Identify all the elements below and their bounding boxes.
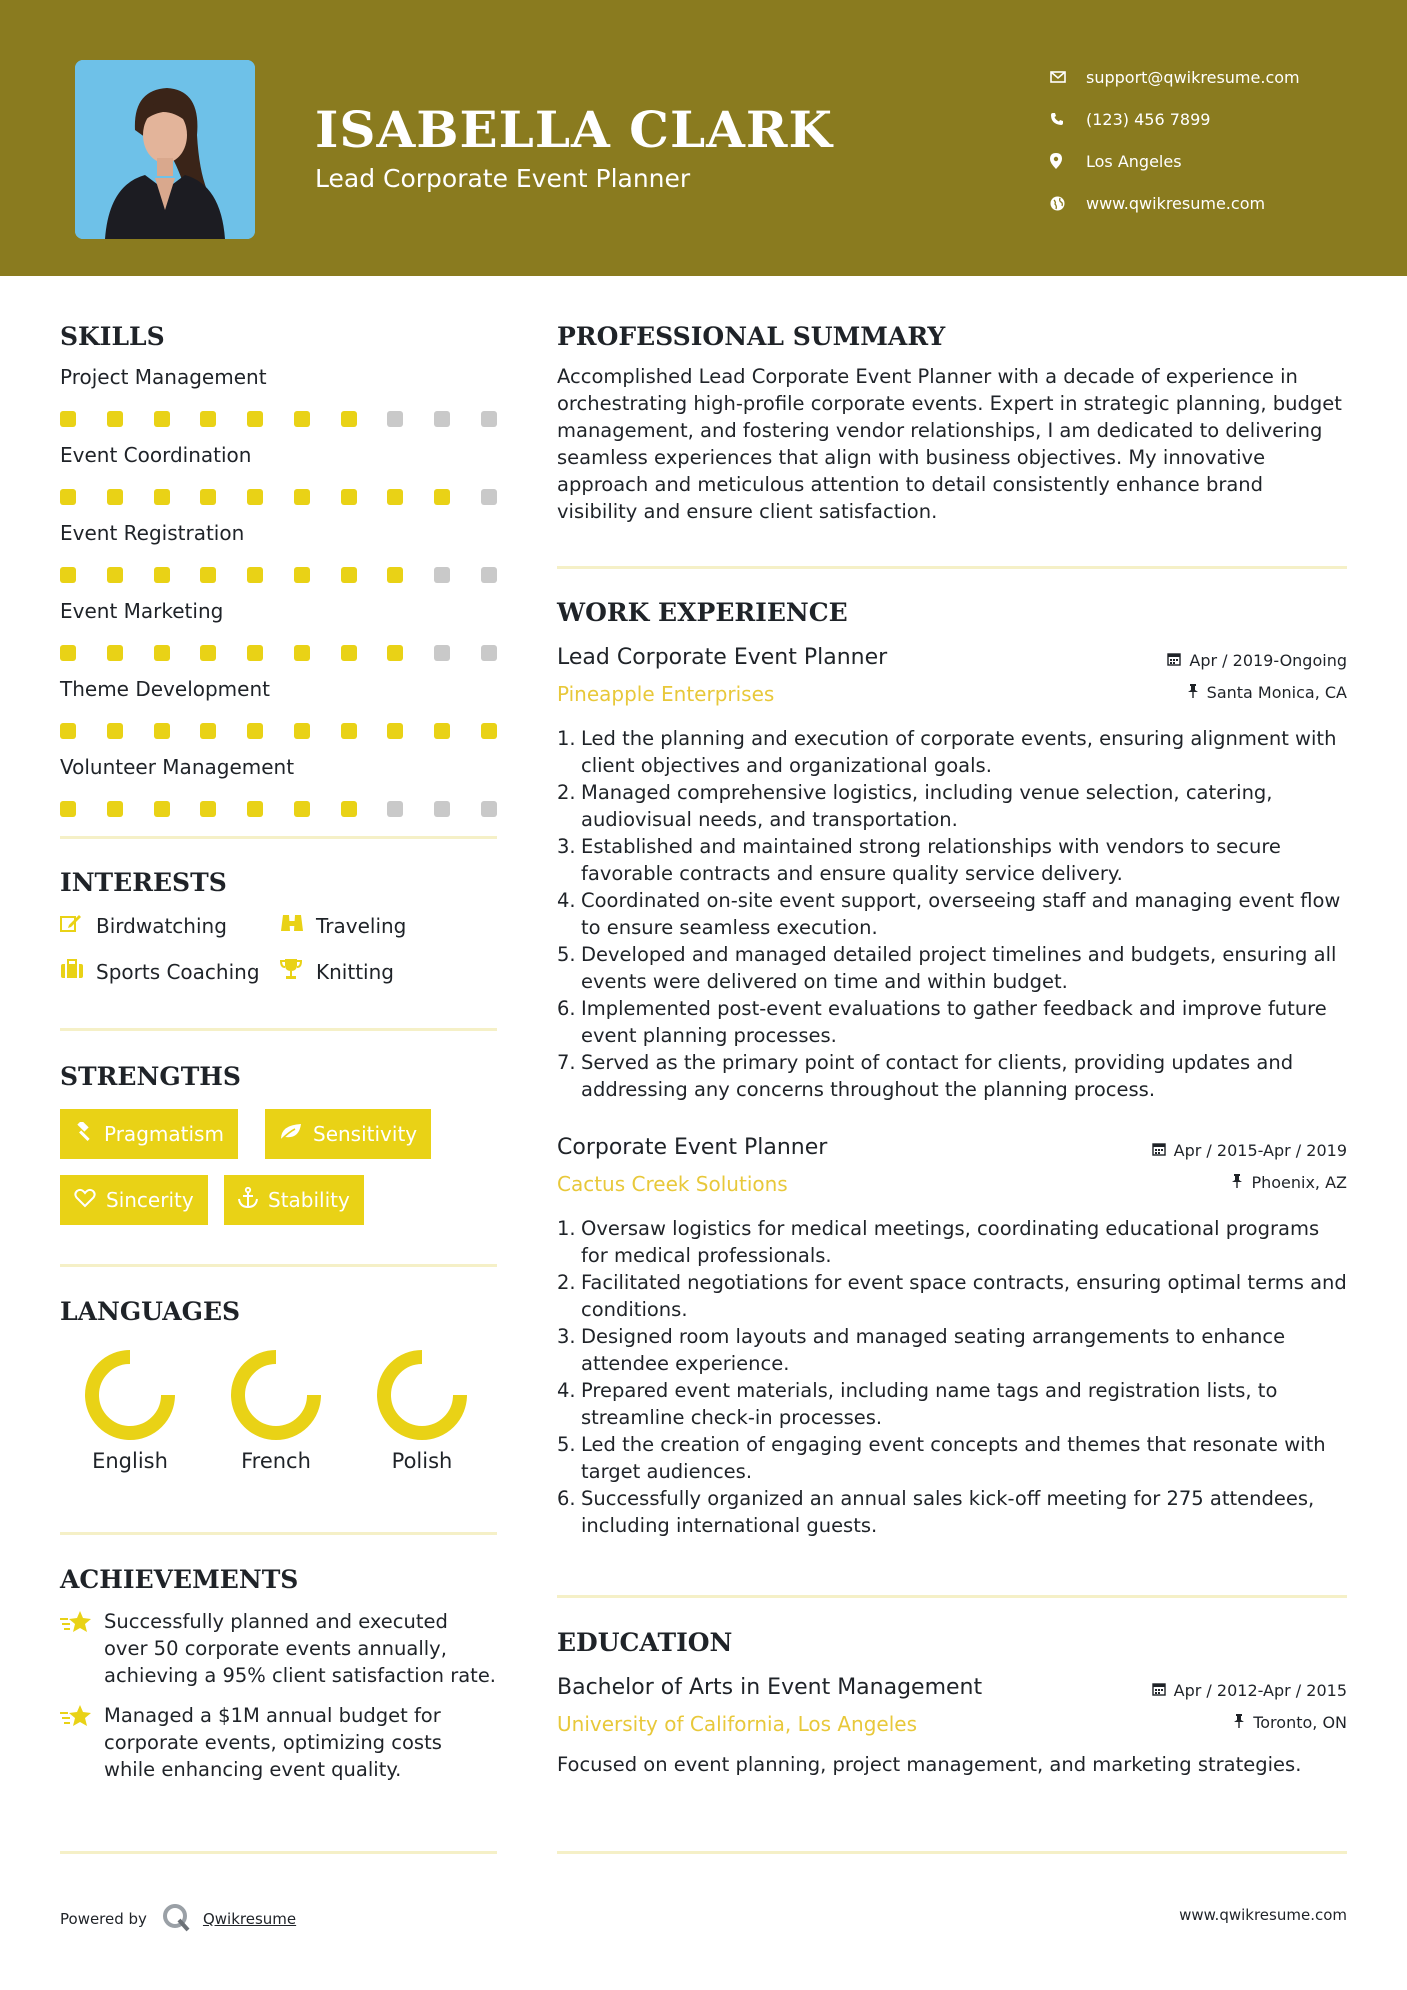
list-item-text: Coordinated on-site event support, overseeing staff and managing event flow to ensure seamless execution.	[581, 889, 1341, 939]
skill-dot	[107, 801, 123, 817]
skill-dot	[387, 489, 403, 505]
job-location-text: Phoenix, AZ	[1251, 1173, 1347, 1192]
language-label: French	[241, 1449, 311, 1473]
skill-dot	[60, 645, 76, 661]
education-section	[557, 1628, 1347, 1778]
skill-dot	[341, 645, 357, 661]
skill-dot	[434, 489, 450, 505]
achievement-text: Successfully planned and executed over 50 corporate events annually, achieving a 95% client satisfaction rate.	[104, 1610, 497, 1687]
achievements-list	[60, 1608, 497, 1783]
job-date-text: Apr / 2019-Ongoing	[1189, 651, 1347, 670]
skill-rating	[60, 567, 497, 585]
list-item: 5. Developed and managed detailed project timelines and budgets, ensuring all events were delivered on time and within budget.	[557, 941, 1347, 995]
contact-website-text: www.qwikresume.com	[1086, 193, 1266, 213]
skill-dot	[341, 489, 357, 505]
list-item: 7. Served as the primary point of contact for clients, providing updates and addressing any concerns throughout the planning process.	[557, 1049, 1347, 1103]
skill-dot	[200, 567, 216, 583]
skill-dot	[294, 723, 310, 739]
skill-dot	[387, 645, 403, 661]
interest-label: Knitting	[316, 959, 394, 984]
skill-dot	[247, 411, 263, 427]
job-location-text: Santa Monica, CA	[1206, 683, 1347, 702]
pushpin-icon	[1233, 1713, 1245, 1732]
skill-dot	[481, 411, 497, 427]
skill-dot	[247, 645, 263, 661]
skill-dot	[481, 645, 497, 661]
education-location-text: Toronto, ON	[1253, 1713, 1347, 1732]
phone-icon	[1050, 112, 1086, 126]
skill-dot	[434, 723, 450, 739]
list-item-text: Led the creation of engaging event concepts and themes that resonate with target audiences.	[581, 1433, 1326, 1483]
skills-list	[60, 365, 497, 819]
skill-dot	[481, 567, 497, 583]
strengths-section	[60, 1062, 497, 1242]
binoculars-icon	[280, 913, 316, 938]
interest-label: Sports Coaching	[96, 959, 260, 984]
skill-dot	[294, 411, 310, 427]
skill-item	[60, 677, 497, 741]
skill-dot	[434, 801, 450, 817]
list-item: 2. Managed comprehensive logistics, including venue selection, catering, audiovisual needs, and transportation.	[557, 779, 1347, 833]
education-date-text: Apr / 2012-Apr / 2015	[1173, 1681, 1347, 1700]
skill-dot	[107, 723, 123, 739]
leaf-icon	[279, 1122, 303, 1146]
experience-section	[557, 598, 1347, 1539]
skill-dot	[154, 645, 170, 661]
language-gauge	[226, 1345, 326, 1445]
education-text: Focused on event planning, project management, and marketing strategies.	[557, 1753, 1302, 1776]
language-label: English	[92, 1449, 168, 1473]
contact-list	[1050, 56, 1300, 224]
location-pin-icon	[1050, 153, 1086, 169]
achievement-item	[60, 1608, 497, 1689]
summary-title: PROFESSIONAL SUMMARY	[557, 322, 946, 351]
language-item	[352, 1345, 492, 1473]
strengths-title: STRENGTHS	[60, 1062, 241, 1091]
strength-tag	[224, 1175, 364, 1225]
pushpin-icon	[1187, 683, 1199, 702]
skill-name: Event Coordination	[60, 443, 252, 467]
pushpin-icon	[1231, 1173, 1243, 1192]
skill-name: Volunteer Management	[60, 755, 295, 779]
skill-dot	[341, 801, 357, 817]
skill-dot	[387, 723, 403, 739]
skill-dot	[107, 645, 123, 661]
job-date	[1167, 651, 1347, 670]
strength-label: Sincerity	[106, 1188, 194, 1212]
candidate-name: ISABELLA CLARK	[315, 100, 833, 159]
skill-rating	[60, 411, 497, 429]
skill-dot	[154, 723, 170, 739]
interests-list	[60, 913, 497, 985]
skill-dot	[434, 645, 450, 661]
job-company: Cactus Creek Solutions	[557, 1172, 788, 1196]
skill-dot	[60, 411, 76, 427]
qwikresume-logo-icon	[161, 1902, 191, 1936]
skill-dot	[481, 489, 497, 505]
skill-dot	[107, 489, 123, 505]
summary-section	[557, 322, 1347, 525]
language-label: Polish	[391, 1449, 453, 1473]
job-date	[1152, 1141, 1347, 1160]
list-item: 3. Established and maintained strong relationships with vendors to secure favorable contracts and ensure quality service delivery.	[557, 833, 1347, 887]
strength-label: Stability	[268, 1188, 350, 1212]
skill-dot	[434, 567, 450, 583]
skill-dot	[60, 567, 76, 583]
skill-item	[60, 443, 497, 507]
section-divider	[557, 1595, 1347, 1598]
section-divider	[557, 1851, 1347, 1854]
language-item	[60, 1345, 200, 1473]
education-location	[1233, 1713, 1347, 1732]
profile-photo	[75, 60, 255, 239]
contact-phone[interactable]	[1050, 98, 1300, 140]
skill-dot	[341, 723, 357, 739]
skill-dot	[200, 411, 216, 427]
resume-header	[0, 0, 1407, 276]
skill-dot	[247, 723, 263, 739]
skill-name: Theme Development	[60, 677, 270, 701]
list-item-text: Developed and managed detailed project timelines and budgets, ensuring all events were delivered on time and within budget.	[581, 943, 1337, 993]
interests-section	[60, 868, 497, 985]
list-item-text: Designed room layouts and managed seating arrangements to enhance attendee experience.	[581, 1325, 1286, 1375]
trophy-icon	[280, 958, 316, 985]
languages-title: LANGUAGES	[60, 1297, 241, 1326]
list-item: 6. Successfully organized an annual sales kick-off meeting for 275 attendees, including international guests.	[557, 1485, 1347, 1539]
section-divider	[60, 1851, 497, 1854]
job-header	[557, 645, 1347, 715]
skills-title: SKILLS	[60, 322, 165, 351]
globe-icon	[1050, 196, 1086, 211]
briefcase-icon	[60, 959, 96, 984]
skill-dot	[247, 801, 263, 817]
contact-location	[1050, 140, 1300, 182]
list-item: 4. Coordinated on-site event support, overseeing staff and managing event flow to ensure seamless execution.	[557, 887, 1347, 941]
job-header	[557, 1135, 1347, 1205]
list-item-text: Served as the primary point of contact for clients, providing updates and addressing any concerns throughout the planning process.	[581, 1051, 1294, 1101]
list-item-text: Oversaw logistics for medical meetings, coordinating educational programs for medical professionals.	[581, 1217, 1320, 1267]
skill-dot	[341, 567, 357, 583]
job-location	[1231, 1173, 1347, 1192]
experience-title: WORK EXPERIENCE	[557, 598, 848, 627]
education-title: EDUCATION	[557, 1628, 733, 1657]
job-responsibilities	[557, 1215, 1347, 1539]
skill-item	[60, 521, 497, 585]
powered-by-label: Powered by	[60, 1910, 147, 1928]
job-entry	[557, 1135, 1347, 1539]
skill-dot	[60, 801, 76, 817]
list-item-text: Led the planning and execution of corporate events, ensuring alignment with client objectives and organizational goals.	[581, 727, 1337, 777]
language-item	[206, 1345, 346, 1473]
skill-rating	[60, 723, 497, 741]
list-item: 1. Oversaw logistics for medical meetings, coordinating educational programs for medical professionals.	[557, 1215, 1347, 1269]
skill-dot	[341, 411, 357, 427]
contact-email-text: support@qwikresume.com	[1086, 67, 1300, 87]
interest-item	[60, 958, 280, 985]
list-item: 6. Implemented post-event evaluations to gather feedback and improve future event planning processes.	[557, 995, 1347, 1049]
gavel-icon	[74, 1122, 94, 1147]
list-item-text: Successfully organized an annual sales kick-off meeting for 275 attendees, including international guests.	[581, 1487, 1315, 1537]
interests-title: INTERESTS	[60, 868, 227, 897]
job-date-text: Apr / 2015-Apr / 2019	[1173, 1141, 1347, 1160]
list-item: 2. Facilitated negotiations for event space contracts, ensuring optimal terms and conditions.	[557, 1271, 1347, 1321]
skill-dot	[200, 723, 216, 739]
strength-tag	[60, 1175, 208, 1225]
skill-dot	[387, 567, 403, 583]
job-role: Lead Corporate Event Planner	[557, 645, 888, 670]
achievements-section	[60, 1565, 497, 1783]
skill-item	[60, 599, 497, 663]
skill-dot	[154, 801, 170, 817]
skill-dot	[481, 723, 497, 739]
section-divider	[60, 836, 497, 839]
list-item-text: Managed comprehensive logistics, including venue selection, catering, audiovisual needs, and transportation.	[581, 781, 1273, 831]
pencil-icon	[60, 913, 96, 938]
achievement-text: Managed a $1M annual budget for corporate events, optimizing costs while enhancing event quality.	[104, 1704, 442, 1781]
achievements-title: ACHIEVEMENTS	[60, 1565, 299, 1594]
calendar-icon	[1167, 651, 1181, 670]
section-divider	[60, 1532, 497, 1535]
education-degree: Bachelor of Arts in Event Management	[557, 1675, 983, 1700]
skill-name: Event Marketing	[60, 599, 224, 623]
skill-dot	[387, 411, 403, 427]
skill-item	[60, 365, 497, 429]
skill-dot	[294, 645, 310, 661]
skill-dot	[60, 489, 76, 505]
skill-dot	[154, 411, 170, 427]
skill-rating	[60, 801, 497, 819]
skill-dot	[200, 645, 216, 661]
contact-email[interactable]	[1050, 56, 1300, 98]
shooting-star-icon	[60, 1702, 104, 1783]
education-header	[557, 1675, 1347, 1745]
skill-rating	[60, 489, 497, 507]
summary-text: Accomplished Lead Corporate Event Planner with a decade of experience in orchestrating high-profile corporate events. Expert in strategic planning, budget management, and fostering vendor relationships, I am dedicated to delivering seamless experiences that align with business objectives. My innovative approach and meticulous attention to detail consistently enhance brand visibility and ensure client satisfaction.	[557, 365, 1342, 523]
skill-dot	[107, 567, 123, 583]
skill-dot	[481, 801, 497, 817]
list-item: 4. Prepared event materials, including name tags and registration lists, to streamline check-in processes.	[557, 1377, 1347, 1431]
skill-dot	[200, 801, 216, 817]
skill-dot	[294, 801, 310, 817]
section-divider	[60, 1264, 497, 1267]
skill-dot	[247, 567, 263, 583]
achievement-item	[60, 1702, 497, 1783]
language-gauge	[80, 1345, 180, 1445]
job-location	[1187, 683, 1347, 702]
skill-item	[60, 755, 497, 819]
envelope-icon	[1050, 71, 1086, 83]
list-item-text: Prepared event materials, including name tags and registration lists, to streamline check-in processes.	[581, 1379, 1278, 1429]
education-school: University of California, Los Angeles	[557, 1712, 918, 1736]
interest-label: Birdwatching	[96, 913, 227, 938]
strength-label: Pragmatism	[104, 1122, 224, 1146]
skill-name: Event Registration	[60, 521, 245, 545]
skill-dot	[294, 567, 310, 583]
qwikresume-link[interactable]: Qwikresume	[202, 1910, 297, 1928]
anchor-icon	[238, 1187, 258, 1214]
interest-label: Traveling	[316, 913, 407, 938]
list-item-text: Facilitated negotiations for event space contracts, ensuring optimal terms and conditions.	[581, 1271, 1347, 1321]
heart-icon	[74, 1188, 96, 1213]
footer-powered-by	[60, 1902, 296, 1936]
education-date	[1152, 1681, 1347, 1700]
section-divider	[60, 1028, 497, 1031]
languages-section	[60, 1297, 497, 1497]
skill-dot	[200, 489, 216, 505]
strength-tag	[60, 1109, 238, 1159]
job-entry	[557, 645, 1347, 1103]
skill-dot	[60, 723, 76, 739]
interest-item	[280, 958, 480, 985]
list-item: 5. Led the creation of engaging event concepts and themes that resonate with target audiences.	[557, 1431, 1347, 1485]
list-item: 1. Led the planning and execution of corporate events, ensuring alignment with client objectives and organizational goals.	[557, 725, 1347, 779]
contact-website[interactable]	[1050, 182, 1300, 224]
list-item-text: Established and maintained strong relationships with vendors to secure favorable contracts and ensure quality service delivery.	[581, 835, 1281, 885]
skill-dot	[154, 489, 170, 505]
strength-tag	[265, 1109, 431, 1159]
calendar-icon	[1152, 1141, 1166, 1160]
job-company: Pineapple Enterprises	[557, 682, 775, 706]
interest-item	[280, 913, 480, 938]
skill-dot	[434, 411, 450, 427]
footer-website[interactable]: www.qwikresume.com	[1179, 1906, 1347, 1924]
interest-item	[60, 913, 280, 938]
job-responsibilities	[557, 725, 1347, 1103]
skill-dot	[294, 489, 310, 505]
job-role: Corporate Event Planner	[557, 1135, 828, 1160]
skill-dot	[107, 411, 123, 427]
calendar-icon	[1152, 1681, 1166, 1700]
skill-dot	[387, 801, 403, 817]
skill-name: Project Management	[60, 365, 267, 389]
contact-phone-text: (123) 456 7899	[1086, 109, 1211, 129]
language-gauge	[372, 1345, 472, 1445]
list-item-text: Implemented post-event evaluations to gather feedback and improve future event planning processes.	[581, 997, 1327, 1047]
contact-location-text: Los Angeles	[1086, 151, 1182, 171]
skills-section	[60, 322, 497, 833]
skill-rating	[60, 645, 497, 663]
shooting-star-icon	[60, 1608, 104, 1689]
list-item: 3. Designed room layouts and managed seating arrangements to enhance attendee experience.	[557, 1323, 1347, 1377]
section-divider	[557, 566, 1347, 569]
candidate-title: Lead Corporate Event Planner	[315, 164, 691, 193]
strength-label: Sensitivity	[313, 1122, 418, 1146]
skill-dot	[247, 489, 263, 505]
skill-dot	[154, 567, 170, 583]
